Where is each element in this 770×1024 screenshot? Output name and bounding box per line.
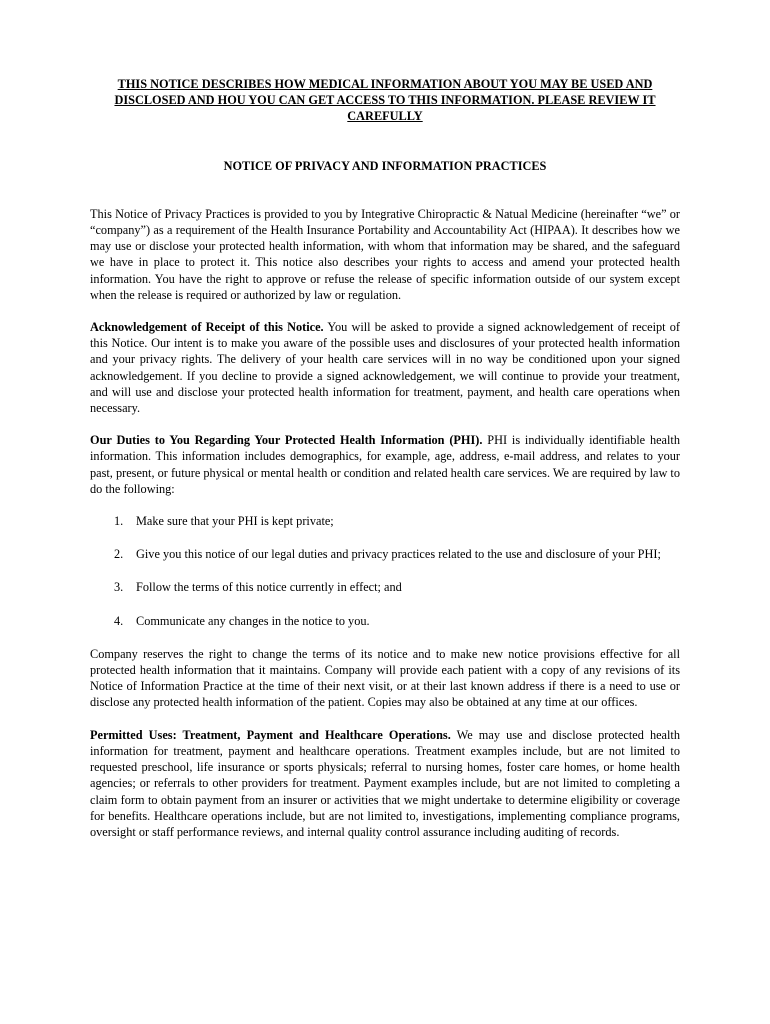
duties-heading: Our Duties to You Regarding Your Protected Health Information (PHI). <box>90 433 483 448</box>
list-item-text: Follow the terms of this notice currently in effect; and <box>136 580 402 595</box>
duties-list <box>90 513 680 629</box>
list-item-text: Make sure that your PHI is kept private; <box>136 514 334 529</box>
acknowledgement-heading: Acknowledgement of Receipt of this Notice. <box>90 320 324 335</box>
list-item-number: 3. <box>114 580 124 595</box>
list-item-number: 4. <box>114 613 124 628</box>
acknowledgement-paragraph <box>90 319 680 416</box>
list-item <box>90 513 680 529</box>
list-item-number: 1. <box>114 514 124 529</box>
list-item-number: 2. <box>114 547 124 562</box>
permitted-uses-body: We may use and disclose protected health information for treatment, payment and healthcare operations. Treatment examples include, but are not limited to requested preschool, life insurance or sports physicals; referral to nursing homes, foster care homes, or home health agencies; or referrals to other providers for treatment. Payment examples include, but are not limited to completing a claim form to obtain payment from an insurer or activities that we might undertake to determine eligibility or coverage for benefits. Healthcare operations include, but are not limited to, investigations, implementing compliance programs, oversight or staff performance reviews, and internal quality control assurance including auditing of records. <box>90 727 680 839</box>
permitted-uses-heading: Permitted Uses: Treatment, Payment and Healthcare Operations. <box>90 727 451 742</box>
list-item <box>90 613 680 629</box>
list-item <box>90 579 680 595</box>
duties-body: PHI is individually identifiable health information. This information includes demographics, for example, age, address, e-mail address, and relates to your past, present, or future physical or mental health or condition and related health care services. We are required by law to do the following: <box>90 433 680 496</box>
notice-heading: THIS NOTICE DESCRIBES HOW MEDICAL INFORMATION ABOUT YOU MAY BE USED AND DISCLOSED AND HOU YOU CAN GET ACCESS TO THIS INFORMATION. PLEASE REVIEW IT CAREFULLY <box>114 77 656 124</box>
list-item-text: Communicate any changes in the notice to you. <box>136 613 370 628</box>
intro-paragraph: This Notice of Privacy Practices is provided to you by Integrative Chiropractic & Natual Medicine (hereinafter “we” or “company”) as a requirement of the Health Insurance Portability and Accountability Act (HIPAA). It describes how we may use or disclose your protected health information, with whom that information may be shared, and the safeguard we have in place to protect it. This notice also describes your rights to access and amend your protected health information. You have the right to approve or refuse the release of specific information outside of our system except when the release is required or authorized by law or regulation. <box>90 206 680 302</box>
list-item <box>90 546 680 562</box>
reserves-paragraph: Company reserves the right to change the terms of its notice and to make new notice provisions effective for all protected health information that it maintains. Company will provide each patient with a copy of any revisions of its Notice of Information Practice at the time of their next visit, or at their last known address if there is a need to use or disclose any protected health information of the patient. Copies may also be obtained at any time at our offices. <box>90 646 680 710</box>
acknowledgement-body: You will be asked to provide a signed acknowledgement of receipt of this Notice. Our intent is to make you aware of the possible uses and disclosures of your protected health information and your privacy rights. The delivery of your health care services will in no way be conditioned upon your signed acknowledgement. If you decline to provide a signed acknowledgement, we will continue to provide your treatment, and will use and disclose your protected health information for treatment, payment, and health care operations when necessary. <box>90 320 680 416</box>
document-page <box>90 76 680 840</box>
document-title: NOTICE OF PRIVACY AND INFORMATION PRACTICES <box>223 158 547 173</box>
permitted-uses-paragraph <box>90 727 680 840</box>
duties-paragraph <box>90 432 680 497</box>
list-item-text: Give you this notice of our legal duties and privacy practices related to the use and disclosure of your PHI; <box>136 547 661 562</box>
